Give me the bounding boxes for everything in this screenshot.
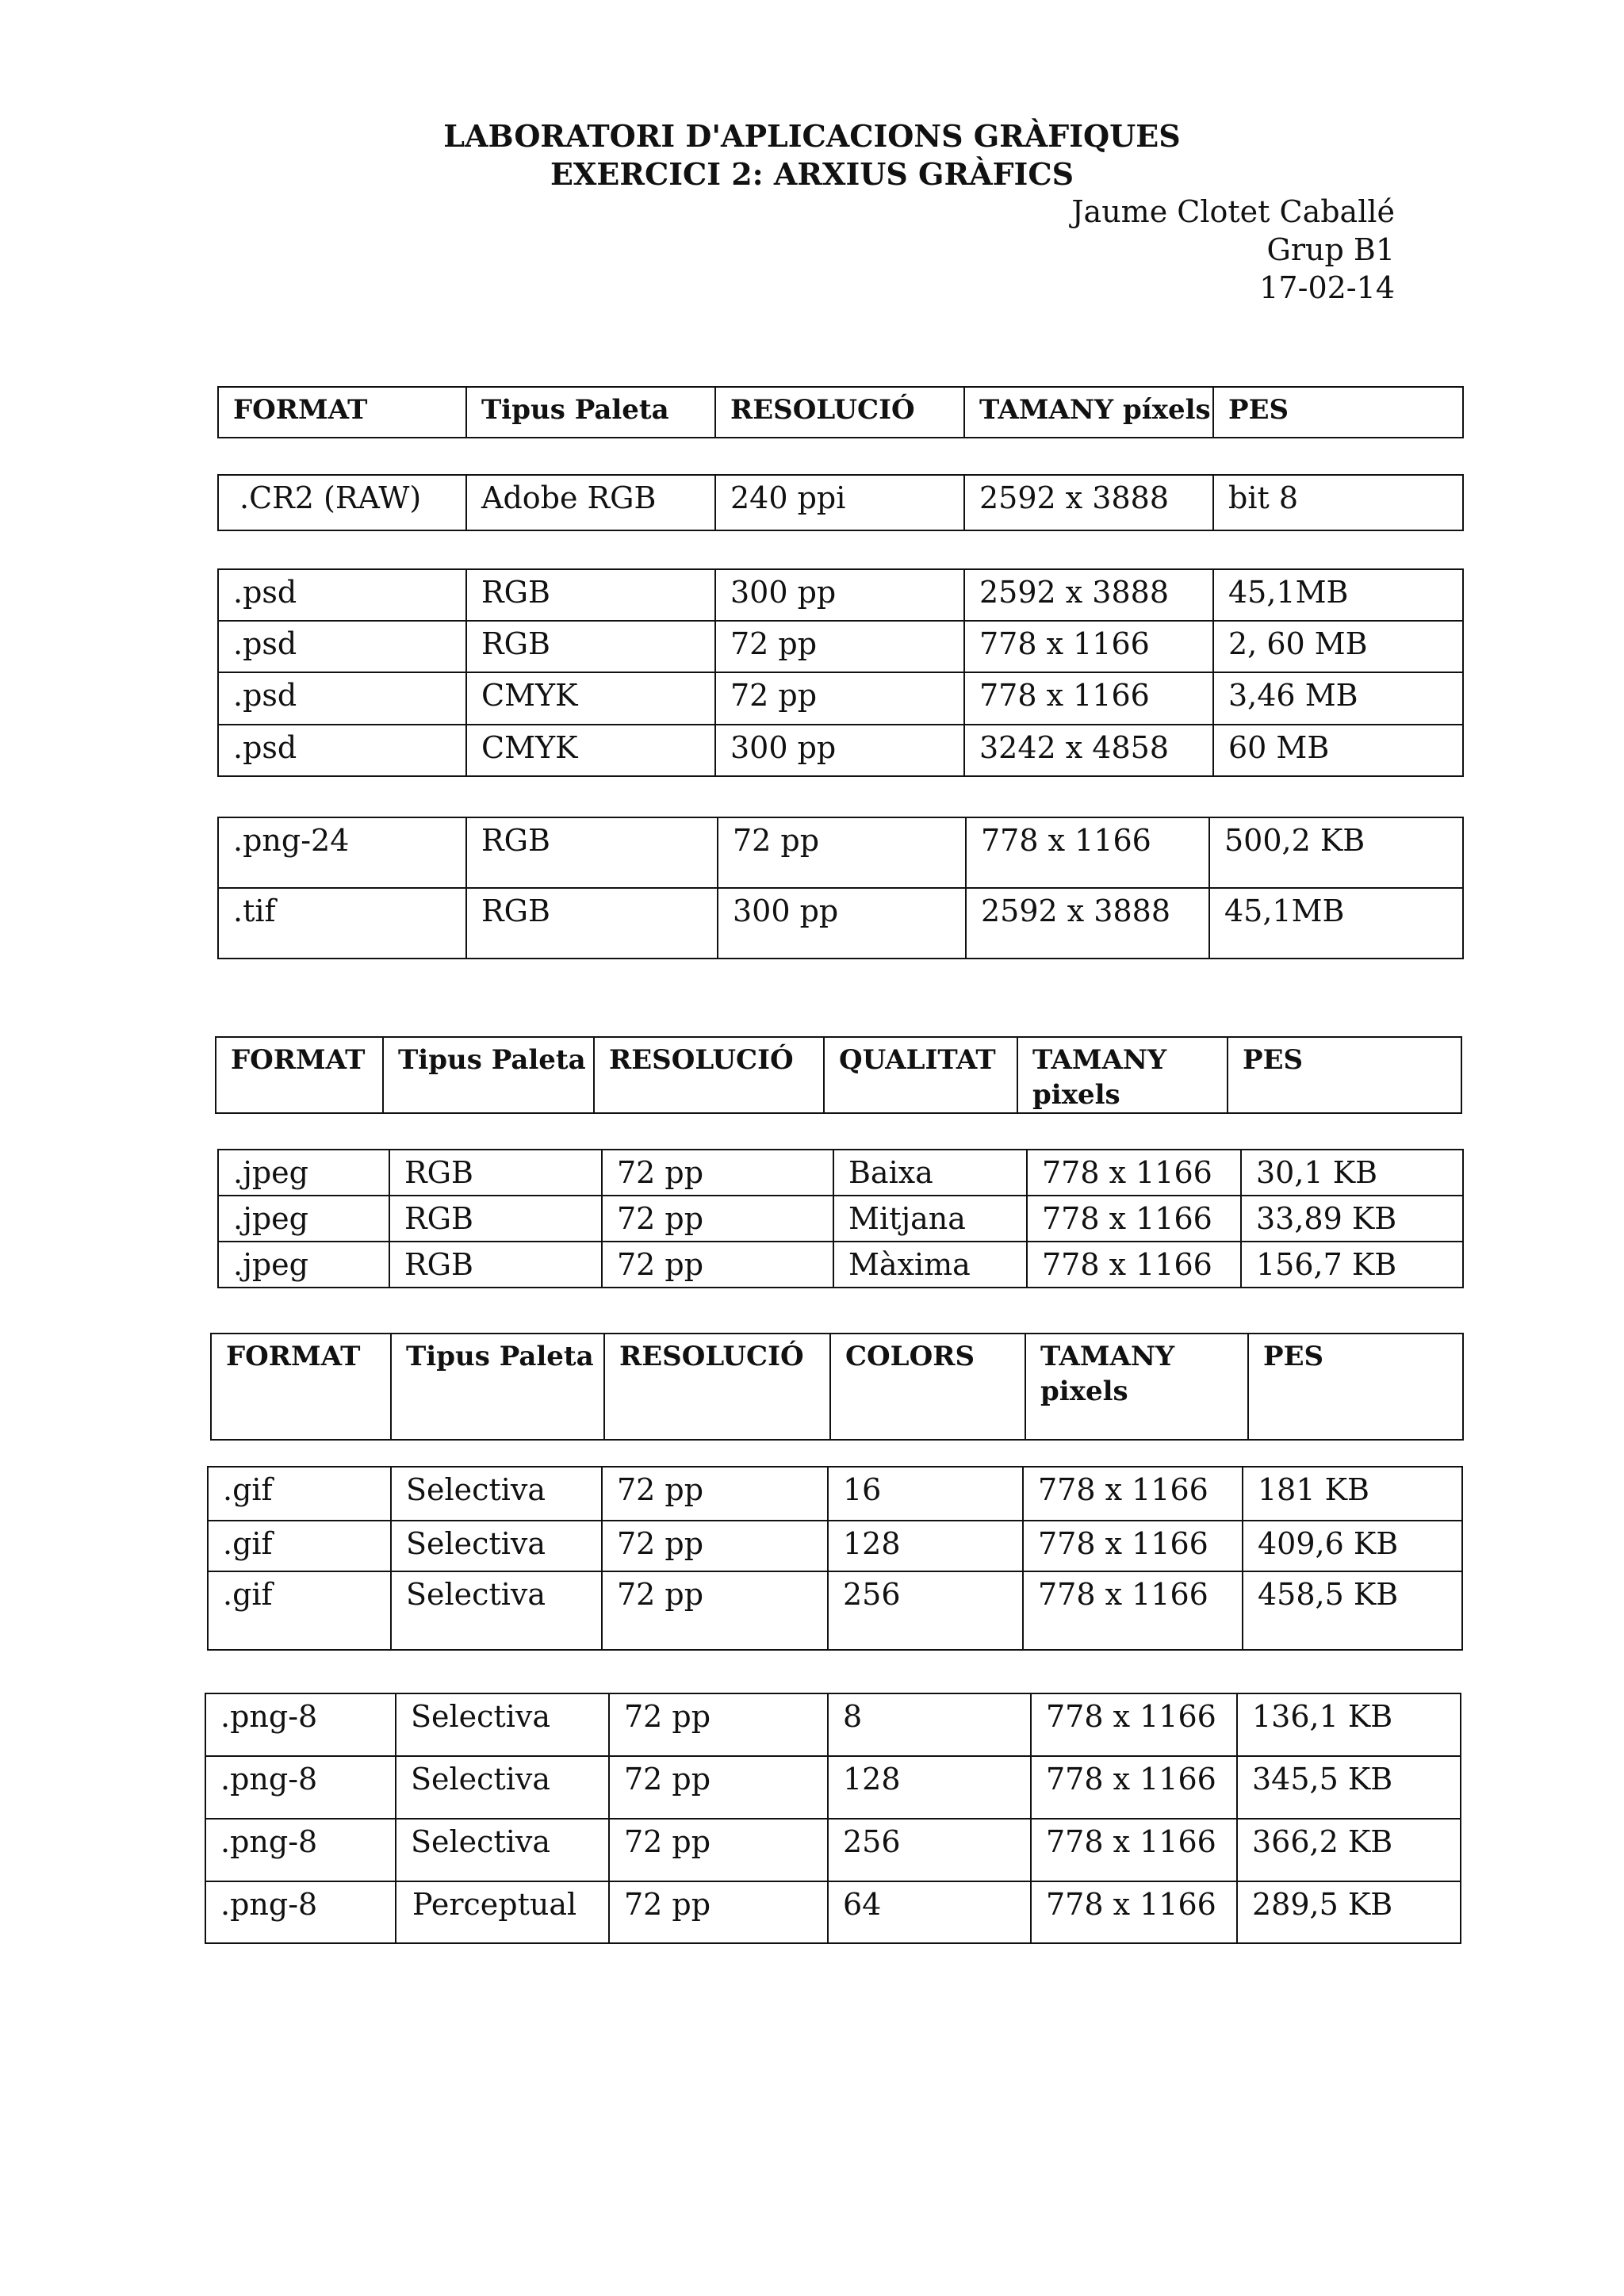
table-cell: .CR2 (RAW) bbox=[218, 475, 466, 530]
header-cell: PES bbox=[1248, 1334, 1463, 1440]
table-cell: 458,5 KB bbox=[1243, 1571, 1462, 1650]
table-cell: 72 pp bbox=[602, 1467, 828, 1521]
table-cell: 256 bbox=[828, 1819, 1031, 1881]
header-cell: FORMAT bbox=[211, 1334, 391, 1440]
header-cell: PES bbox=[1228, 1037, 1461, 1113]
table-cell: 72 pp bbox=[715, 672, 964, 725]
table-cell: 30,1 KB bbox=[1241, 1150, 1463, 1196]
table-cell: 136,1 KB bbox=[1237, 1693, 1461, 1756]
table-cell: 778 x 1166 bbox=[1031, 1693, 1237, 1756]
table-cell: 778 x 1166 bbox=[1027, 1242, 1241, 1288]
header-cell: Tipus Paleta bbox=[466, 387, 715, 438]
table-row bbox=[205, 1881, 1461, 1943]
table1-psd-group bbox=[217, 568, 1464, 777]
table-cell: 181 KB bbox=[1243, 1467, 1462, 1521]
table-cell: 778 x 1166 bbox=[1027, 1150, 1241, 1196]
header-cell: TAMANY pixels bbox=[1017, 1037, 1228, 1113]
table-cell: 778 x 1166 bbox=[1023, 1467, 1243, 1521]
table-cell: 72 pp bbox=[609, 1756, 828, 1819]
table-cell: .jpeg bbox=[218, 1150, 389, 1196]
table-cell: Selectiva bbox=[396, 1693, 609, 1756]
table-cell: 778 x 1166 bbox=[964, 621, 1213, 672]
table-cell: 64 bbox=[828, 1881, 1031, 1943]
table-cell: 778 x 1166 bbox=[966, 817, 1209, 888]
table-cell: 72 pp bbox=[718, 817, 966, 888]
table-header-row bbox=[216, 1037, 1461, 1113]
table-cell: CMYK bbox=[466, 725, 715, 776]
table-cell: 409,6 KB bbox=[1243, 1521, 1462, 1571]
table-cell: 289,5 KB bbox=[1237, 1881, 1461, 1943]
title-line-2: EXERCICI 2: ARXIUS GRÀFICS bbox=[550, 156, 1074, 192]
table-cell: 16 bbox=[828, 1467, 1023, 1521]
table-row bbox=[218, 725, 1463, 776]
author-group: Grup B1 bbox=[1266, 232, 1395, 267]
table-cell: 128 bbox=[828, 1521, 1023, 1571]
table-cell: Mitjana bbox=[833, 1196, 1027, 1242]
table1-png-tif-group bbox=[217, 817, 1464, 959]
table-cell: Selectiva bbox=[391, 1521, 602, 1571]
table3-gif-group bbox=[207, 1466, 1463, 1651]
table3-png8-group bbox=[205, 1693, 1461, 1944]
table-cell: .jpeg bbox=[218, 1196, 389, 1242]
table-cell: 500,2 KB bbox=[1209, 817, 1463, 888]
table-cell: .png-8 bbox=[205, 1693, 396, 1756]
table-cell: 72 pp bbox=[715, 621, 964, 672]
table-cell: 778 x 1166 bbox=[964, 672, 1213, 725]
table1-raw-group bbox=[217, 474, 1464, 531]
header-cell: FORMAT bbox=[216, 1037, 383, 1113]
table-row bbox=[218, 672, 1463, 725]
table-cell: Selectiva bbox=[396, 1819, 609, 1881]
table-cell: 72 pp bbox=[609, 1819, 828, 1881]
table-row bbox=[205, 1693, 1461, 1756]
table-row bbox=[208, 1467, 1462, 1521]
table-cell: Baixa bbox=[833, 1150, 1027, 1196]
table3-header bbox=[210, 1333, 1464, 1441]
table-cell: 45,1MB bbox=[1213, 569, 1463, 621]
table-header-row bbox=[218, 387, 1463, 438]
table-cell: Adobe RGB bbox=[466, 475, 715, 530]
table-cell: 778 x 1166 bbox=[1031, 1756, 1237, 1819]
header-cell: RESOLUCIÓ bbox=[594, 1037, 824, 1113]
table-cell: 366,2 KB bbox=[1237, 1819, 1461, 1881]
table-cell: .tif bbox=[218, 888, 466, 959]
table-cell: 300 pp bbox=[715, 725, 964, 776]
table-header-row bbox=[211, 1334, 1463, 1440]
table-cell: 156,7 KB bbox=[1241, 1242, 1463, 1288]
table-cell: .psd bbox=[218, 672, 466, 725]
table-cell: 240 ppi bbox=[715, 475, 964, 530]
table-cell: 778 x 1166 bbox=[1031, 1881, 1237, 1943]
table-cell: .psd bbox=[218, 725, 466, 776]
table-cell: Selectiva bbox=[396, 1756, 609, 1819]
table-cell: RGB bbox=[466, 817, 718, 888]
table-cell: bit 8 bbox=[1213, 475, 1463, 530]
author-block bbox=[1071, 193, 1395, 307]
table-cell: 60 MB bbox=[1213, 725, 1463, 776]
table-row bbox=[218, 817, 1463, 888]
table-cell: 72 pp bbox=[609, 1693, 828, 1756]
table-cell: RGB bbox=[466, 888, 718, 959]
table-cell: Màxima bbox=[833, 1242, 1027, 1288]
header-cell: RESOLUCIÓ bbox=[604, 1334, 830, 1440]
header-cell: QUALITAT bbox=[824, 1037, 1017, 1113]
table-row bbox=[218, 1242, 1463, 1288]
table-cell: .jpeg bbox=[218, 1242, 389, 1288]
table-cell: 3242 x 4858 bbox=[964, 725, 1213, 776]
table-row bbox=[218, 475, 1463, 530]
table-cell: 128 bbox=[828, 1756, 1031, 1819]
table-cell: 72 pp bbox=[602, 1571, 828, 1650]
table-cell: 2592 x 3888 bbox=[964, 569, 1213, 621]
header-cell: PES bbox=[1213, 387, 1463, 438]
table-cell: RGB bbox=[466, 569, 715, 621]
table-cell: .png-8 bbox=[205, 1881, 396, 1943]
table-cell: 300 pp bbox=[715, 569, 964, 621]
header-cell: Tipus Paleta bbox=[391, 1334, 604, 1440]
header-cell: TAMANY píxels bbox=[964, 387, 1213, 438]
table-row bbox=[218, 569, 1463, 621]
table-cell: RGB bbox=[389, 1196, 602, 1242]
table-cell: 72 pp bbox=[602, 1196, 833, 1242]
table-cell: .png-8 bbox=[205, 1819, 396, 1881]
table-cell: 345,5 KB bbox=[1237, 1756, 1461, 1819]
header-cell: COLORS bbox=[830, 1334, 1025, 1440]
table-row bbox=[218, 1196, 1463, 1242]
table-cell: 8 bbox=[828, 1693, 1031, 1756]
header-cell: FORMAT bbox=[218, 387, 466, 438]
table-cell: 778 x 1166 bbox=[1023, 1571, 1243, 1650]
table-cell: .png-8 bbox=[205, 1756, 396, 1819]
table-row bbox=[208, 1571, 1462, 1650]
table-row bbox=[205, 1819, 1461, 1881]
table-cell: CMYK bbox=[466, 672, 715, 725]
table-cell: Perceptual bbox=[396, 1881, 609, 1943]
table2-jpeg-group bbox=[217, 1149, 1464, 1288]
header-cell: RESOLUCIÓ bbox=[715, 387, 964, 438]
table2-header bbox=[215, 1036, 1462, 1114]
header-cell: TAMANY pixels bbox=[1025, 1334, 1248, 1440]
table-cell: 2592 x 3888 bbox=[966, 888, 1209, 959]
header-cell: Tipus Paleta bbox=[383, 1037, 594, 1113]
table-cell: .psd bbox=[218, 569, 466, 621]
table-cell: .png-24 bbox=[218, 817, 466, 888]
table-cell: 778 x 1166 bbox=[1027, 1196, 1241, 1242]
table-cell: 72 pp bbox=[602, 1521, 828, 1571]
table-row bbox=[218, 888, 1463, 959]
author-name: Jaume Clotet Caballé bbox=[1071, 194, 1395, 229]
document-title bbox=[0, 117, 1624, 193]
table-cell: Selectiva bbox=[391, 1467, 602, 1521]
table-cell: 72 pp bbox=[602, 1242, 833, 1288]
table-row bbox=[218, 621, 1463, 672]
table-cell: 3,46 MB bbox=[1213, 672, 1463, 725]
table-cell: 45,1MB bbox=[1209, 888, 1463, 959]
table-cell: 2, 60 MB bbox=[1213, 621, 1463, 672]
table-cell: 72 pp bbox=[609, 1881, 828, 1943]
table1-header bbox=[217, 386, 1464, 438]
table-row bbox=[218, 1150, 1463, 1196]
table-cell: 2592 x 3888 bbox=[964, 475, 1213, 530]
table-cell: RGB bbox=[389, 1150, 602, 1196]
table-cell: 778 x 1166 bbox=[1023, 1521, 1243, 1571]
table-cell: 778 x 1166 bbox=[1031, 1819, 1237, 1881]
table-row bbox=[205, 1756, 1461, 1819]
table-cell: .gif bbox=[208, 1467, 391, 1521]
table-row bbox=[208, 1521, 1462, 1571]
author-date: 17-02-14 bbox=[1259, 270, 1395, 305]
table-cell: .gif bbox=[208, 1571, 391, 1650]
title-line-1: LABORATORI D'APLICACIONS GRÀFIQUES bbox=[443, 118, 1181, 154]
table-cell: 72 pp bbox=[602, 1150, 833, 1196]
table-cell: 33,89 KB bbox=[1241, 1196, 1463, 1242]
table-cell: Selectiva bbox=[391, 1571, 602, 1650]
table-cell: RGB bbox=[466, 621, 715, 672]
table-cell: .gif bbox=[208, 1521, 391, 1571]
table-cell: .psd bbox=[218, 621, 466, 672]
table-cell: 256 bbox=[828, 1571, 1023, 1650]
table-cell: 300 pp bbox=[718, 888, 966, 959]
table-cell: RGB bbox=[389, 1242, 602, 1288]
